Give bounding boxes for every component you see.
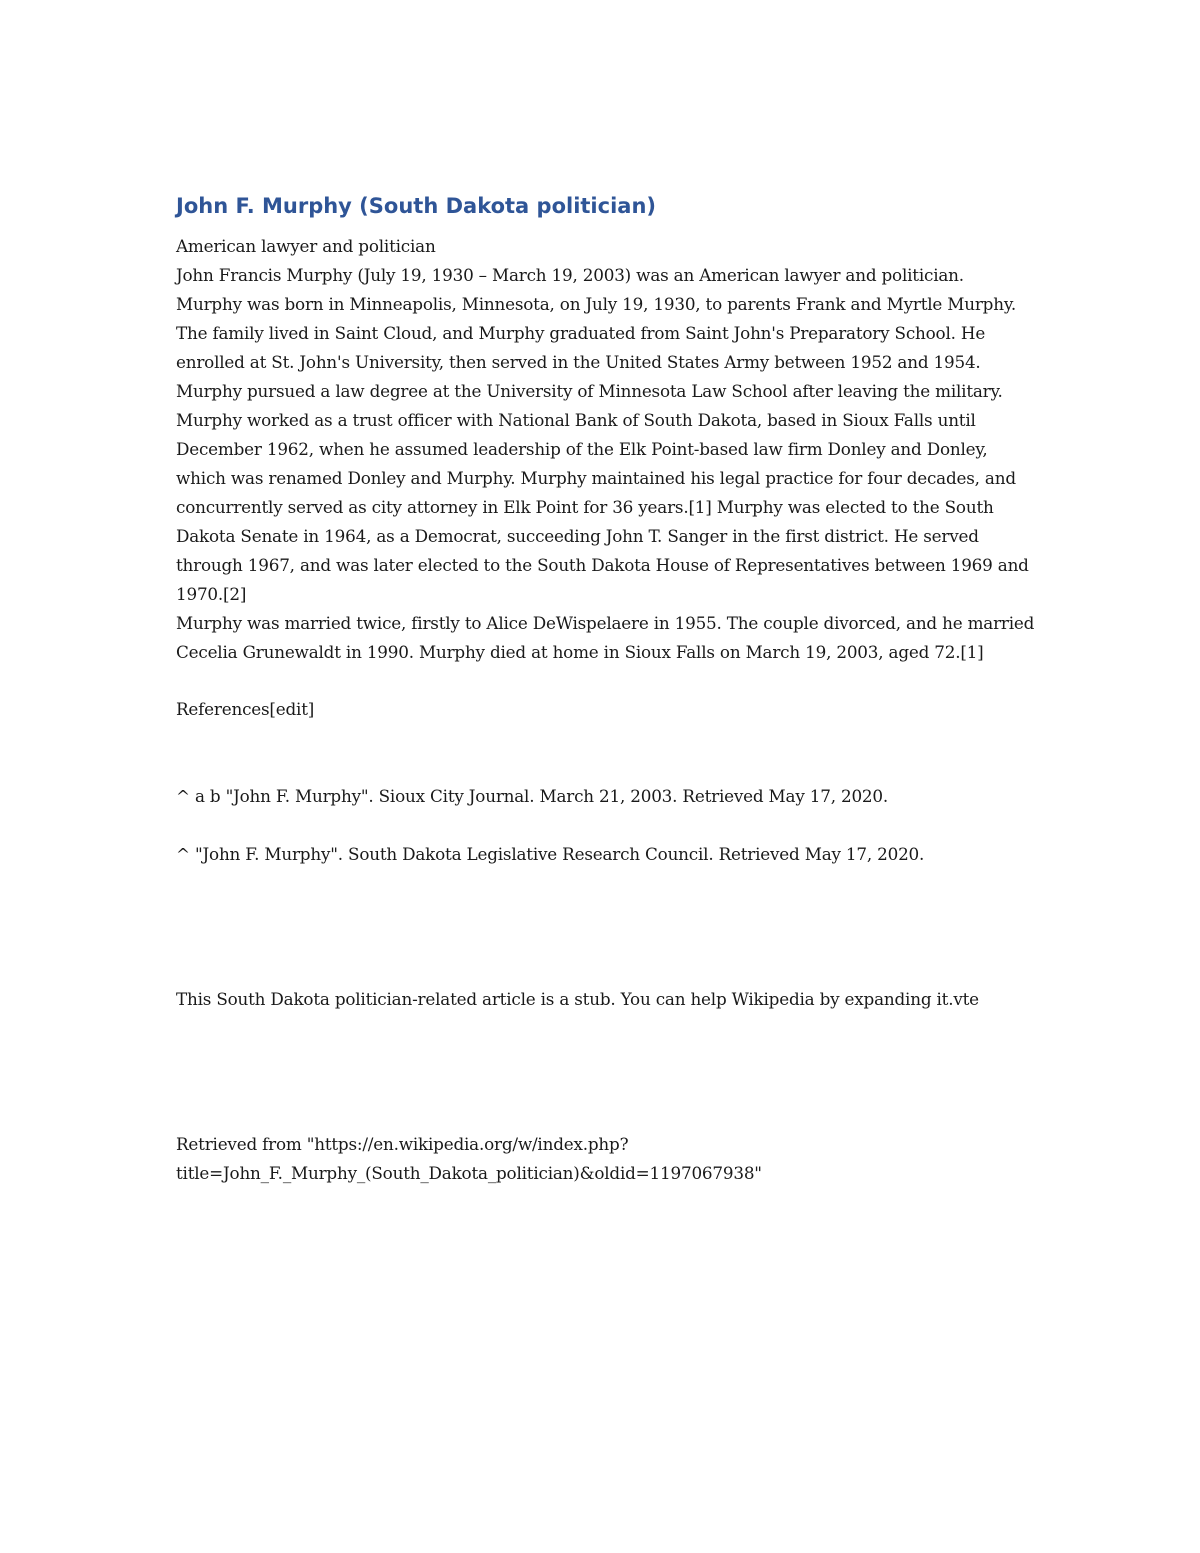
document-page	[176, 190, 1036, 1188]
reference-item: ^ a b "John F. Murphy". Sioux City Journal. March 21, 2003. Retrieved May 17, 2020.	[176, 786, 889, 806]
personal-life-paragraph: Murphy was married twice, firstly to Alice DeWispelaere in 1955. The couple divorced, and he married Cecelia Grunewaldt in 1990. Murphy died at home in Sioux Falls on March 19, 2003, aged 72.[1]	[176, 613, 1035, 662]
short-description: American lawyer and politician	[176, 236, 436, 256]
article-title: John F. Murphy (South Dakota politician)	[176, 194, 656, 218]
biography-paragraph: Murphy was born in Minneapolis, Minnesota, on July 19, 1930, to parents Frank and Myrtle Murphy. The family lived in Saint Cloud, and Murphy graduated from Saint John's Preparatory School. He enrolled at St. John's University, then served in the United States Army between 1952 and 1954. Murphy pursued a law degree at the University of Minnesota Law School after leaving the military. Murphy worked as a trust officer with National Bank of South Dakota, based in Sioux Falls until December 1962, when he assumed leadership of the Elk Point-based law firm Donley and Donley, which was renamed Donley and Murphy. Murphy maintained his legal practice for four decades, and concurrently served as city attorney in Elk Point for 36 years.[1] Murphy was elected to the South Dakota Senate in 1964, as a Democrat, succeeding John T. Sanger in the first district. He served through 1967, and was later elected to the South Dakota House of Representatives between 1969 and 1970.[2]	[176, 294, 1029, 604]
references-heading: References[edit]	[176, 699, 315, 719]
stub-notice: This South Dakota politician-related article is a stub. You can help Wikipedia by expanding it.vte	[176, 989, 979, 1009]
retrieved-from-line: title=John_F._Murphy_(South_Dakota_politician)&oldid=1197067938"	[176, 1163, 762, 1183]
retrieved-from	[176, 1130, 1036, 1188]
retrieved-from-line: Retrieved from "https://en.wikipedia.org/w/index.php?	[176, 1134, 629, 1154]
reference-item: ^ "John F. Murphy". South Dakota Legislative Research Council. Retrieved May 17, 2020.	[176, 844, 925, 864]
lead-paragraph: John Francis Murphy (July 19, 1930 – March 19, 2003) was an American lawyer and politician.	[176, 265, 964, 285]
